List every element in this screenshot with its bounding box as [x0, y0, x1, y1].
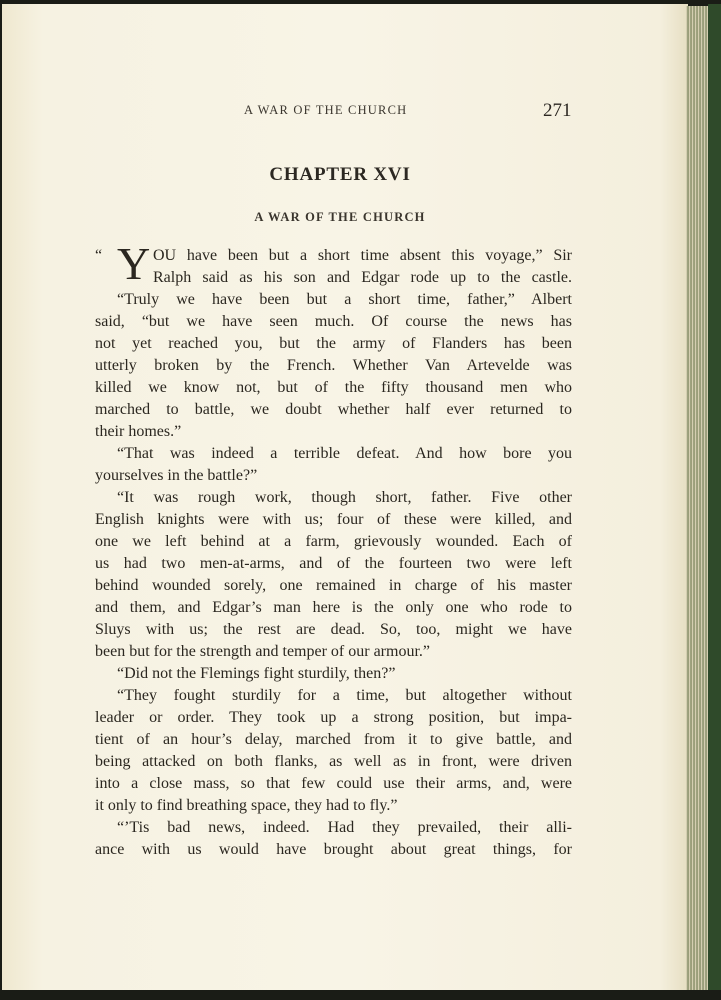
text-line: behind wounded sorely, one remained in charge of his master	[95, 577, 572, 594]
book-page	[2, 4, 688, 994]
text-line: “Did not the Flemings fight sturdily, then?”	[117, 665, 396, 682]
book-bottom-edge	[0, 990, 721, 1000]
text-line: one we left behind at a farm, grievously wounded. Each of	[95, 533, 572, 550]
text-line: “It was rough work, though short, father. Five other	[117, 489, 572, 506]
text-line: “That was indeed a terrible defeat. And how bore you	[117, 445, 572, 462]
chapter-subtitle: A WAR OF THE CHURCH	[254, 210, 426, 224]
text-line: not yet reached you, but the army of Flanders has been	[95, 335, 572, 352]
page-header	[2, 100, 688, 122]
text-line: ance with us would have brought about great things, for	[95, 841, 572, 858]
text-line: into a close mass, so that few could use their arms, and, were	[95, 775, 572, 792]
text-line: said, “but we have seen much. Of course the news has	[95, 313, 572, 330]
text-line: yourselves in the battle?”	[95, 467, 258, 484]
book-cover-edge	[708, 4, 721, 1000]
text-line: killed we know not, but of the fifty thousand men who	[95, 379, 572, 396]
text-line: being attacked on both flanks, as well as in front, were driven	[95, 753, 572, 770]
text-line: OU have been but a short time absent this voyage,” Sir	[153, 247, 572, 264]
text-line: Sluys with us; the rest are dead. So, too, might we have	[95, 621, 572, 638]
text-line: leader or order. They took up a strong position, but impa-	[95, 709, 572, 726]
text-line: “Truly we have been but a short time, father,” Albert	[117, 291, 572, 308]
text-line: tient of an hour’s delay, marched from it to give battle, and	[95, 731, 572, 748]
page-number: 271	[543, 100, 572, 121]
text-line: marched to battle, we doubt whether half ever returned to	[95, 401, 572, 418]
text-line: “’Tis bad news, indeed. Had they prevailed, their alli-	[117, 819, 572, 836]
text-line: been but for the strength and temper of our armour.”	[95, 643, 430, 660]
text-line: their homes.”	[95, 423, 182, 440]
text-line: us had two men-at-arms, and of the fourteen two were left	[95, 555, 572, 572]
opening-quote: “	[95, 247, 103, 264]
text-line: Ralph said as his son and Edgar rode up to the castle.	[153, 269, 572, 286]
running-title: A WAR OF THE CHURCH	[244, 103, 408, 117]
chapter-title: CHAPTER XVI	[269, 164, 411, 185]
text-line: and them, and Edgar’s man here is the only one who rode to	[95, 599, 572, 616]
text-line: “They fought sturdily for a time, but altogether without	[117, 687, 572, 704]
text-line: it only to find breathing space, they had to fly.”	[95, 797, 398, 814]
text-line: English knights were with us; four of these were killed, and	[95, 511, 572, 528]
text-line: utterly broken by the French. Whether Van Artevelde was	[95, 357, 572, 374]
drop-cap: Y	[117, 238, 151, 289]
